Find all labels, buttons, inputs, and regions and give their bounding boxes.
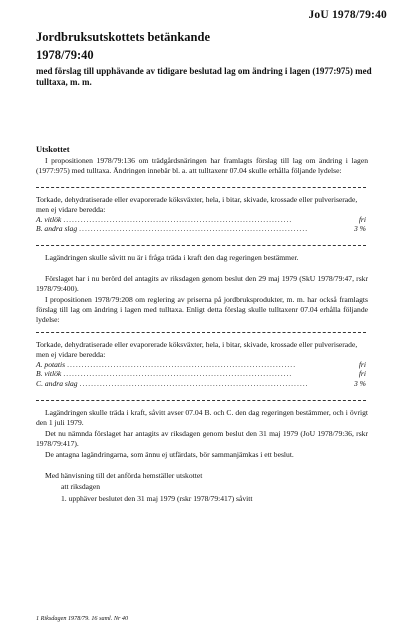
tariff-row [36,369,366,379]
leader-dots: ............................................................................... [79,224,309,234]
tariff-table-2 [36,340,366,389]
tariff-row-label: B. andra slag [36,224,78,234]
paragraph: Det nu nämnda förslaget har antagits av riksdagen genom beslut den 31 maj 1979 (JoU 1978/79:36, rskr 1978/79:417). [36,429,368,448]
leader-dots: ............................................................................... [67,359,297,369]
paragraph: Med hänvisning till det anförda hemställer utskottet [45,471,203,480]
paragraph: De antagna lagändringarna, som ännu ej utfärdats, bör sammanjämkas i ett beslut. [45,450,294,459]
tariff-row-value: fri [358,369,366,379]
tariff-row-label: C. andra slag [36,379,78,389]
report-subject: med förslag till upphävande av tidigare beslutad lag om ändring i lagen (1977:975) med tulltaxa, m. m. [36,66,372,87]
paragraph: Lagändringen skulle såvitt nu är i fråga träda i kraft den dag regeringen bestämmer. [45,253,299,262]
tariff-row-value: 3 % [353,379,366,389]
tariff-row [36,224,366,234]
tariff-description: Torkade, dehydratiserade eller evaporerade köksväxter, hela, i bitar, skivade, krossade eller pulveriserade, men ej vidare beredda: [36,340,358,359]
tariff-row-value: fri [358,214,366,224]
footnote: 1 Riksdagen 1978/79. 16 saml. Nr 40 [36,615,129,622]
tariff-row [36,360,366,370]
paragraph: Lagändringen skulle träda i kraft, såvitt avser 07.04 B. och C. den dag regeringen bestämmer, och i övrigt den 1 juli 1979. [36,408,368,427]
tariff-row-value: fri [358,359,366,369]
tariff-table-1 [36,195,366,234]
committee-title: Jordbruksutskottets betänkande [36,30,210,44]
tariff-row [36,379,366,389]
leader-dots: ............................................................................... [79,379,309,389]
document-reference: JoU 1978/79:40 [308,9,387,21]
leader-dots: ............................................................................... [63,369,293,379]
table-divider-bottom [36,245,366,246]
tariff-row-label: B. vitlök [36,369,62,379]
leader-dots: ............................................................................... [63,214,293,224]
table-divider-bottom [36,400,366,401]
tariff-description: Torkade, dehydratiserade eller evaporerade köksväxter, hela, i bitar, skivade, krossade eller pulveriserade, men ej vidare beredda: [36,195,358,214]
paragraph: 1. upphäver beslutet den 31 maj 1979 (rskr 1978/79:417) såvitt [61,494,253,503]
table-divider-top [36,332,366,333]
tariff-row-value: 3 % [353,224,366,234]
tariff-row-label: A. vitlök [36,214,62,224]
tariff-row [36,215,366,225]
tariff-row-label: A. potatis [36,359,66,369]
section-heading: Utskottet [36,144,70,154]
paragraph: Förslaget har i nu berörd del antagits av riksdagen genom beslut den 29 maj 1979 (SkU 1978/79:47, rskr 1978/79:400). [36,274,368,293]
paragraph: I propositionen 1978/79:208 om reglering av priserna på jordbruksprodukter, m. m. har också framlagts förslag till lag om ändring i lagen med tulltaxa. Enligt detta förslag skulle tulltaxenr 07.04 erhålla följande lydelse: [36,295,368,324]
paragraph: I propositionen 1978/79:136 om trädgårdsnäringen har framlagts förslag till lag om ändring i lagen (1977:975) med tulltaxa. Ändringen innebär bl. a. att tulltaxenr 07.04 skulle erhålla följande lydelse: [36,156,368,175]
report-number: 1978/79:40 [36,48,94,62]
table-divider-top [36,187,366,188]
paragraph: att riksdagen [61,482,101,491]
